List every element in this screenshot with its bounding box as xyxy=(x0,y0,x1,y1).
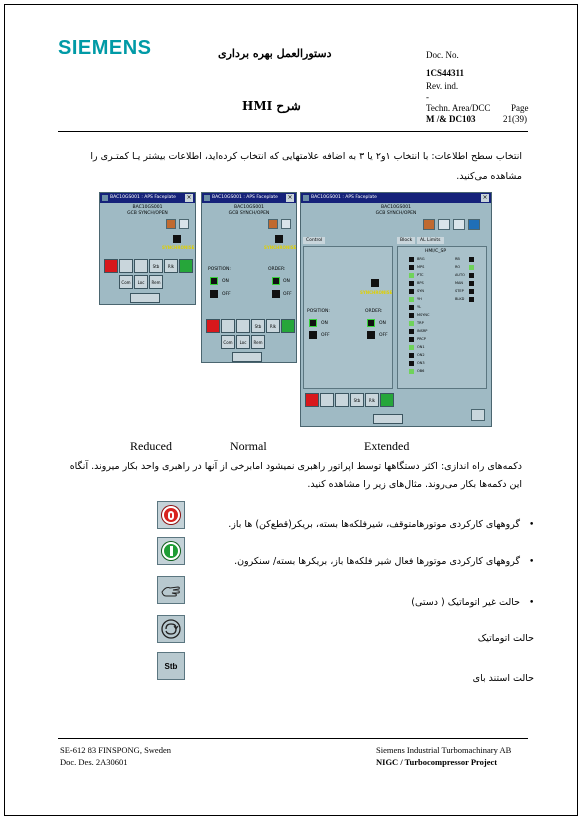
tag-label: BAC10GS001 xyxy=(234,205,264,210)
subtitle-label: GCB SYNCH/OPEN xyxy=(228,211,270,216)
signal-label: ON2 xyxy=(417,353,425,357)
bullet: • xyxy=(529,598,535,608)
item-text: حالت اتوماتیک xyxy=(477,633,534,644)
area-label: Techn. Area/DCC xyxy=(426,103,491,113)
signal-label: RO xyxy=(455,265,461,269)
stb-icon xyxy=(157,652,185,680)
signal-label: BLKD xyxy=(455,297,465,301)
caption-normal: Normal xyxy=(230,439,267,453)
signal-label: PTC xyxy=(417,273,424,277)
rem-button[interactable]: Rem xyxy=(149,275,163,289)
auto-button[interactable] xyxy=(335,393,349,407)
hand-button[interactable] xyxy=(320,393,334,407)
off-button[interactable] xyxy=(206,319,220,333)
window-title-bar: BAC10GS001 : APS Faceplate × xyxy=(100,193,195,203)
signal-label: OB6 xyxy=(417,369,425,373)
doc-no-label: Doc. No. xyxy=(426,50,459,60)
order-label: ORDER: xyxy=(365,309,383,314)
rev-label: Rev. ind. xyxy=(426,81,459,91)
close-icon[interactable]: × xyxy=(287,194,293,201)
signal-indicator xyxy=(469,281,474,286)
rlk-button[interactable]: Rlk xyxy=(266,319,280,333)
view-selector[interactable] xyxy=(130,293,160,303)
status-label: SYNCHRONISE xyxy=(360,290,393,295)
tab-block[interactable]: Block xyxy=(397,237,415,244)
signal-label: SYN xyxy=(417,289,424,293)
status-label: SYNCHRONISE xyxy=(162,245,195,250)
status-indicator xyxy=(371,279,379,287)
signal-label: YH xyxy=(417,297,422,301)
auto-button[interactable] xyxy=(236,319,250,333)
signal-label: TRP xyxy=(417,321,424,325)
faceplate-reduced xyxy=(99,192,196,305)
faceplate-extended xyxy=(300,192,492,427)
area-value: M /& DC103 xyxy=(426,114,476,124)
on-button[interactable] xyxy=(380,393,394,407)
globe-icon[interactable] xyxy=(468,219,480,230)
section-title: شرح HMI xyxy=(242,99,301,113)
on-label: ON xyxy=(321,321,328,326)
control-panel xyxy=(303,246,393,389)
signal-indicator xyxy=(409,273,414,278)
signal-indicator xyxy=(409,345,414,350)
book-icon[interactable] xyxy=(423,219,435,230)
trend-icon[interactable] xyxy=(179,219,189,229)
stb-button[interactable]: Stb xyxy=(251,319,265,333)
com-button[interactable]: Com xyxy=(221,335,235,349)
status-label: SYNCHRONISE xyxy=(264,245,297,250)
signal-indicator xyxy=(409,281,414,286)
com-button[interactable]: Com xyxy=(119,275,133,289)
signal-label: AUTO xyxy=(455,273,465,277)
caption-reduced: Reduced xyxy=(130,439,172,453)
power-off-icon xyxy=(157,501,185,529)
subtitle-label: GCB SYNCH/OPEN xyxy=(127,211,168,216)
status-indicator xyxy=(173,235,181,243)
signal-indicator xyxy=(409,289,414,294)
page-label: Page xyxy=(511,103,529,113)
hand-icon xyxy=(157,576,185,604)
off-button[interactable] xyxy=(305,393,319,407)
hand-button[interactable] xyxy=(221,319,235,333)
view-selector[interactable] xyxy=(232,352,262,362)
faceplate-normal xyxy=(201,192,297,363)
item-text: حالت غیر اتوماتیک ( دستی) xyxy=(411,597,520,608)
signal-indicator xyxy=(469,289,474,294)
position-on-indicator xyxy=(210,277,218,285)
signal-indicator xyxy=(409,305,414,310)
signal-label: PRCP xyxy=(417,337,426,341)
expand-icon[interactable] xyxy=(471,409,485,421)
signal-indicator xyxy=(409,361,414,366)
book-icon[interactable] xyxy=(268,219,278,229)
footer-project: NIGC / Turbocompressor Project xyxy=(376,757,498,767)
window-title-bar: BAC10GS001 : APS Faceplate × xyxy=(202,193,296,203)
stb-label: Stb xyxy=(164,661,178,671)
off-button[interactable] xyxy=(104,259,118,273)
off-label: OFF xyxy=(283,292,292,297)
document-title: دستورالعمل بهره برداری xyxy=(218,47,332,60)
signal-label: ON1 xyxy=(417,345,425,349)
on-label: ON xyxy=(379,321,386,326)
buttons-paragraph: دکمه‌های راه اندازی: اکثر دستگاهها توسط اپراتور راهبری نمیشود امابرخی از آنها در راهبری واحد بکار میروند. آنگاه این دکمه‌ها بکار می‌روند. مثال‌های زیر را مشاهده کنید. xyxy=(69,461,522,490)
signal-indicator xyxy=(469,257,474,262)
on-button[interactable] xyxy=(179,259,193,273)
signal-label: RB xyxy=(455,257,460,261)
rev-value: - xyxy=(426,92,429,102)
order-on-indicator xyxy=(272,277,280,285)
signal-indicator xyxy=(409,369,414,374)
footer-doc-des: Doc. Des. 2A30601 xyxy=(60,757,128,767)
tag-icon[interactable] xyxy=(453,219,465,230)
loc-button[interactable]: Loc xyxy=(134,275,148,289)
trend-icon[interactable] xyxy=(438,219,450,230)
signal-indicator xyxy=(409,353,414,358)
stb-button[interactable]: Stb xyxy=(350,393,364,407)
item-text: گروههای کارکردی موتورها فعال شیر فلکه‌ها باز، بریکرها بسته/ سنکرون. xyxy=(234,556,520,567)
auto-button[interactable] xyxy=(134,259,148,273)
signal-label: ON3 xyxy=(417,361,425,365)
power-on-icon xyxy=(157,537,185,565)
on-label: ON xyxy=(222,279,229,284)
auto-icon xyxy=(157,615,185,643)
stb-button[interactable]: Stb xyxy=(149,259,163,273)
off-label: OFF xyxy=(321,333,330,338)
signal-label: MPS xyxy=(417,265,425,269)
signal-label: MAN xyxy=(455,281,464,285)
signal-label: YL xyxy=(417,305,422,309)
siemens-logo: SIEMENS xyxy=(58,37,152,59)
on-label: ON xyxy=(283,279,290,284)
status-indicator xyxy=(275,235,283,243)
signal-indicator xyxy=(409,265,414,270)
caption-extended: Extended xyxy=(364,439,410,453)
window-title-bar: BAC10GS001 : APS Faceplate × xyxy=(301,193,491,203)
header-rule xyxy=(58,131,528,132)
position-label: POSITION: xyxy=(307,309,330,314)
subtitle-label: GCB SYNCH/OPEN xyxy=(375,211,417,216)
book-icon[interactable] xyxy=(166,219,176,229)
position-off-indicator xyxy=(210,290,218,298)
doc-no: 1CS44311 xyxy=(426,68,465,78)
off-label: OFF xyxy=(222,292,231,297)
signal-indicator xyxy=(409,313,414,318)
tab-control[interactable]: Control xyxy=(303,237,325,244)
close-icon[interactable]: × xyxy=(482,194,488,201)
order-label: ORDER: xyxy=(268,267,286,272)
rem-button[interactable]: Rem xyxy=(251,335,265,349)
loc-button[interactable]: Loc xyxy=(236,335,250,349)
tag-label: BAC10GS001 xyxy=(381,205,411,210)
on-button[interactable] xyxy=(281,319,295,333)
signal-indicator xyxy=(409,257,414,262)
rlk-button[interactable]: Rlk xyxy=(164,259,178,273)
order-off-indicator xyxy=(367,331,375,339)
signal-label: BPS xyxy=(417,281,424,285)
signal-indicator xyxy=(469,273,474,278)
item-text: گروههای کارکردی موتورهامتوقف، شیرفلکه‌ها بسته، بریکر(قطع‌کن) ها باز. xyxy=(228,519,520,530)
signal-label: BRG xyxy=(417,257,425,261)
order-off-indicator xyxy=(272,290,280,298)
signal-indicator xyxy=(409,321,414,326)
bullet: • xyxy=(529,520,535,530)
signal-indicator xyxy=(409,329,414,334)
position-label: POSITION: xyxy=(208,267,231,272)
signal-indicator xyxy=(469,297,474,302)
trend-icon[interactable] xyxy=(281,219,291,229)
order-on-indicator xyxy=(367,319,375,327)
signal-indicator xyxy=(409,337,414,342)
signal-label: STEP xyxy=(455,289,464,293)
off-label: OFF xyxy=(379,333,388,338)
hmi-label: HMI/C_SP xyxy=(425,249,447,254)
signal-indicator xyxy=(469,265,474,270)
tag-label: BAC10GS001 xyxy=(132,205,163,210)
signal-label: INSRP xyxy=(417,329,428,333)
footer-address: SE-612 83 FINSPONG, Sweden xyxy=(60,745,171,755)
bullet: • xyxy=(529,557,535,567)
item-text: حالت استند بای xyxy=(472,673,534,684)
signal-indicator xyxy=(409,297,414,302)
tab-limits[interactable]: AL Limits xyxy=(417,237,444,244)
page-number: 21(39) xyxy=(503,114,527,124)
signal-label: MSYNC xyxy=(417,313,430,317)
rlk-button[interactable]: Rlk xyxy=(365,393,379,407)
view-selector[interactable] xyxy=(373,414,403,424)
position-off-indicator xyxy=(309,331,317,339)
intro-paragraph: انتخاب سطح اطلاعات: با انتخاب ۱و۲ یا ۳ به اضافه علامتهایی که انتخاب کرده‌اید، اطلاعات بیشتر یـا کمتـری را مشاهده می‌کنید. xyxy=(90,151,522,182)
footer-company: Siemens Industrial Turbomachinary AB xyxy=(376,745,512,755)
footer-rule xyxy=(58,738,528,739)
hand-button[interactable] xyxy=(119,259,133,273)
close-icon[interactable]: × xyxy=(186,194,192,201)
position-on-indicator xyxy=(309,319,317,327)
